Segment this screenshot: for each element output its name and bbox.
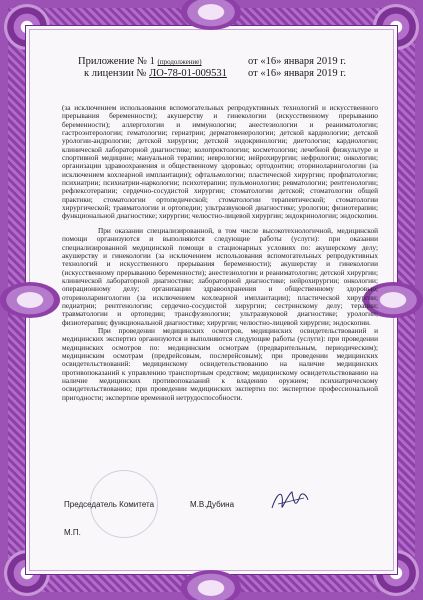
appendix-heading <box>78 56 202 67</box>
paragraph-specialties: (за исключением использования вспомогательных репродуктивных технологий и искусственного прерывания беременности); акушерству и гинекологии (искусственному прерыванию беременности); аллергологии и иммунологии; анестезиологии и реаниматологии; гастроэнтерологии; гематологии; гериатрии; дерматовенерологии; детской кардиологии; детской урологии-андрологии; детской хирургии; детской эндокринологии; диетологии; кардиологии; клинической лабораторной диагностике; колопроктологии; косметологии; лечебной физкультуре и спортивной медицине; мануальной терапии; неврологии; нейрохирургии; нефрологии; онкологии; организации здравоохранения и общественному здоровью; ортодонтии; оториноларингологии (за исключением кохлеарной имплантации); офтальмологии; пластической хирургии; профпатологии; психиатрии; психиатрии-наркологии; психотерапии; пульмонологии; ревматологии; рентгенологии; рефлексотерапии; сердечно-сосудистой хирургии; стоматологии детской; стоматологии общей практики; стоматологии ортопедической; стоматологии терапевтической; стоматологии хирургической; травматологии и ортопедии; ультразвуковой диагностике; урологии; физиотерапии; функциональной диагностике; хирургии; челюстно-лицевой хирургии; эндокринологии; эндоскопии. <box>62 103 378 221</box>
bottom-ornament <box>181 570 241 600</box>
license-line <box>84 68 227 79</box>
appendix-number: 1 <box>149 56 155 67</box>
paragraph-examinations: При проведении медицинских осмотров, медицинских освидетельствований и медицинских экспертиз организуются и выполняются следующие работы (услуги): при проведении медицинских осмотров по: медицинским осмотрам (предварительным, периодическим); медицинским осмотрам (предрейсовым, послерейсовым); при проведении медицинских освидетельствований: медицинскому освидетельствованию на наличие медицинских противопоказаний к управлению транспортным средством; медицинскому освидетельствованию на наличие медицинских противопоказаний к владению оружием; психиатрическому освидетельствованию; при проведении медицинских экспертиз по: экспертизе профессиональной пригодности; экспертизе временной нетрудоспособности. <box>62 325 378 402</box>
paragraph-specialized-care: При оказании специализированной, в том числе высокотехнологичной, медицинской помощи организуются и выполняются следующие работы (услуги): при оказании специализированной медицинской помощи в стационарных условиях по: акушерскому делу; акушерству и гинекологии (за исключением использования вспомогательных репродуктивных технологий и искусственного прерывания беременности); акушерству и гинекологии (искусственному прерыванию беременности); анестезиологии и реаниматологии; детской хирургии; клинической лабораторной диагностике; лабораторной диагностике; нейрохирургии; онкологии; операционному делу; организации здравоохранения и общественному здоровью; оториноларингологии (за исключением кохлеарной имплантации); пластической хирургии; педиатрии; рентгенологии; сердечно-сосудистой хирургии; сестринскому делу; терапии; травматологии и ортопедии; трансфузиологии; ультразвуковой диагностике; урологии; физиотерапии; функциональной диагностике; хирургии; челюстно-лицевой хирургии; эндоскопии. <box>62 225 378 327</box>
stamp-place-label: М.П. <box>64 528 81 537</box>
license-number: ЛО-78-01-009531 <box>149 68 227 79</box>
appendix-note: (продолжение) <box>157 58 202 66</box>
signer-name: М.В.Дубина <box>190 500 235 509</box>
signer-title: Председатель Комитета <box>64 500 155 509</box>
appendix-date: от «16» января 2019 г. <box>248 56 346 67</box>
appendix-prefix: Приложение № <box>78 56 150 67</box>
license-date: от «16» января 2019 г. <box>248 68 346 79</box>
left-side-ornament <box>0 282 60 318</box>
document-body <box>62 104 378 402</box>
handwritten-signature <box>268 486 312 516</box>
license-prefix: к лицензии № <box>84 68 150 79</box>
